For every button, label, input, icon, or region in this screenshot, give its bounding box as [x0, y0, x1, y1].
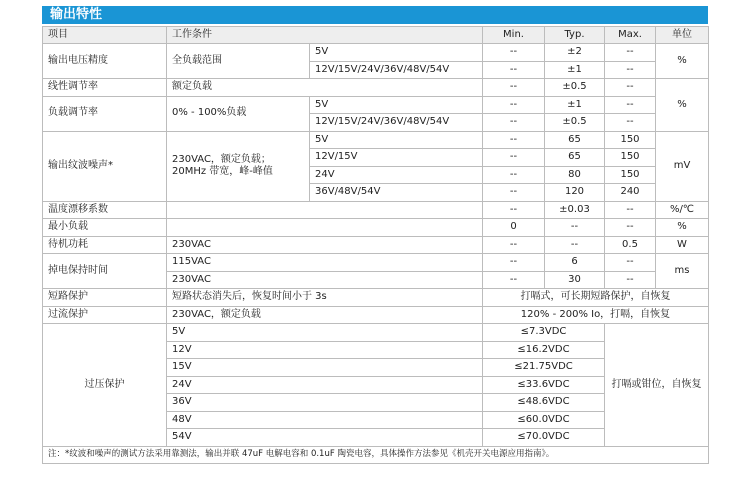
row-subcondition: 12V/15V: [310, 149, 483, 167]
max-cell: --: [605, 96, 656, 114]
row-condition: 短路状态消失后，恢复时间小于 3s: [167, 289, 483, 307]
header-unit: 单位: [656, 27, 709, 44]
row-subcondition: 12V/15V/24V/36V/48V/54V: [310, 114, 483, 132]
ovp-voltage: 15V: [167, 359, 483, 377]
max-cell: --: [605, 61, 656, 79]
row-condition: 230VAC: [167, 271, 483, 289]
row-condition: 230VAC，额定负载: [167, 306, 483, 324]
row-item: 线性调节率: [43, 79, 167, 97]
unit-cell: ms: [656, 254, 709, 289]
table-row: [43, 324, 709, 342]
table-row: [43, 131, 709, 149]
min-cell: --: [483, 44, 545, 62]
table-row: [43, 289, 709, 307]
typ-cell: 65: [545, 149, 605, 167]
min-cell: --: [483, 184, 545, 202]
ovp-voltage: 24V: [167, 376, 483, 394]
min-cell: --: [483, 61, 545, 79]
table-row: [43, 306, 709, 324]
unit-cell: mV: [656, 131, 709, 201]
table-row: [43, 96, 709, 114]
typ-cell: ±1: [545, 61, 605, 79]
unit-cell: W: [656, 236, 709, 254]
ovp-limit: ≤48.6VDC: [483, 394, 605, 412]
min-cell: --: [483, 131, 545, 149]
max-cell: 150: [605, 131, 656, 149]
row-condition: 全负载范围: [167, 44, 310, 79]
row-condition: [167, 219, 483, 237]
row-subcondition: 5V: [310, 131, 483, 149]
header-max: Max.: [605, 27, 656, 44]
row-subcondition: 36V/48V/54V: [310, 184, 483, 202]
min-cell: --: [483, 271, 545, 289]
row-item: 掉电保持时间: [43, 254, 167, 289]
ovp-limit: ≤16.2VDC: [483, 341, 605, 359]
row-description: 打嗝式，可长期短路保护，自恢复: [483, 289, 709, 307]
min-cell: 0: [483, 219, 545, 237]
min-cell: --: [483, 114, 545, 132]
row-condition: [167, 201, 483, 219]
ovp-voltage: 54V: [167, 429, 483, 447]
typ-cell: ±0.5: [545, 79, 605, 97]
row-condition: 0% - 100%负载: [167, 96, 310, 131]
row-item: 待机功耗: [43, 236, 167, 254]
row-item: 输出电压精度: [43, 44, 167, 79]
typ-cell: 30: [545, 271, 605, 289]
section-title: 输出特性: [42, 6, 708, 24]
max-cell: --: [605, 114, 656, 132]
ovp-voltage: 12V: [167, 341, 483, 359]
condition-line: 20MHz 带宽，峰-峰值: [172, 166, 273, 177]
max-cell: 240: [605, 184, 656, 202]
min-cell: --: [483, 149, 545, 167]
ovp-limit: ≤21.75VDC: [483, 359, 605, 377]
typ-cell: ±1: [545, 96, 605, 114]
typ-cell: 65: [545, 131, 605, 149]
typ-cell: ±0.03: [545, 201, 605, 219]
ovp-voltage: 48V: [167, 411, 483, 429]
header-typ: Typ.: [545, 27, 605, 44]
row-subcondition: 12V/15V/24V/36V/48V/54V: [310, 61, 483, 79]
table-row: [43, 201, 709, 219]
max-cell: 0.5: [605, 236, 656, 254]
row-item: 短路保护: [43, 289, 167, 307]
typ-cell: --: [545, 219, 605, 237]
unit-cell: %/℃: [656, 201, 709, 219]
header-condition: 工作条件: [167, 27, 483, 44]
ovp-limit: ≤7.3VDC: [483, 324, 605, 342]
min-cell: --: [483, 201, 545, 219]
min-cell: --: [483, 254, 545, 272]
header-row: [43, 27, 709, 44]
max-cell: --: [605, 271, 656, 289]
row-condition: 额定负载: [167, 79, 483, 97]
max-cell: 150: [605, 166, 656, 184]
row-subcondition: 24V: [310, 166, 483, 184]
table-row: [43, 44, 709, 62]
row-condition: [167, 131, 310, 201]
min-cell: --: [483, 236, 545, 254]
table-row: [43, 236, 709, 254]
ovp-limit: ≤70.0VDC: [483, 429, 605, 447]
unit-cell: %: [656, 44, 709, 79]
row-description: 120% - 200% Io，打嗝，自恢复: [483, 306, 709, 324]
ovp-limit: ≤60.0VDC: [483, 411, 605, 429]
min-cell: --: [483, 166, 545, 184]
max-cell: --: [605, 44, 656, 62]
row-item: 负载调节率: [43, 96, 167, 131]
max-cell: --: [605, 201, 656, 219]
ovp-limit: ≤33.6VDC: [483, 376, 605, 394]
row-item: 过流保护: [43, 306, 167, 324]
row-item: 输出纹波噪声*: [43, 131, 167, 201]
typ-cell: 120: [545, 184, 605, 202]
ovp-mode: 打嗝或钳位，自恢复: [605, 324, 709, 447]
ovp-voltage: 5V: [167, 324, 483, 342]
header-item: 项目: [43, 27, 167, 44]
output-characteristics-table: [42, 26, 709, 464]
unit-cell: %: [656, 79, 709, 132]
max-cell: 150: [605, 149, 656, 167]
table-row: [43, 254, 709, 272]
typ-cell: 6: [545, 254, 605, 272]
max-cell: --: [605, 219, 656, 237]
table-row: [43, 79, 709, 97]
max-cell: --: [605, 79, 656, 97]
row-item: 温度漂移系数: [43, 201, 167, 219]
min-cell: --: [483, 96, 545, 114]
ovp-voltage: 36V: [167, 394, 483, 412]
row-subcondition: 5V: [310, 44, 483, 62]
row-subcondition: 5V: [310, 96, 483, 114]
typ-cell: ±2: [545, 44, 605, 62]
row-condition: 230VAC: [167, 236, 483, 254]
typ-cell: --: [545, 236, 605, 254]
row-item: 过压保护: [43, 324, 167, 447]
unit-cell: %: [656, 219, 709, 237]
condition-line: 230VAC，额定负载；: [172, 153, 271, 165]
row-condition: 115VAC: [167, 254, 483, 272]
header-min: Min.: [483, 27, 545, 44]
min-cell: --: [483, 79, 545, 97]
typ-cell: ±0.5: [545, 114, 605, 132]
note-row: [43, 446, 709, 464]
row-item: 最小负载: [43, 219, 167, 237]
max-cell: --: [605, 254, 656, 272]
table-row: [43, 219, 709, 237]
footnote: 注：*纹波和噪声的测试方法采用靠测法，输出并联 47uF 电解电容和 0.1uF 陶瓷电容，具体操作方法参见《机壳开关电源应用指南》。: [43, 446, 709, 464]
typ-cell: 80: [545, 166, 605, 184]
